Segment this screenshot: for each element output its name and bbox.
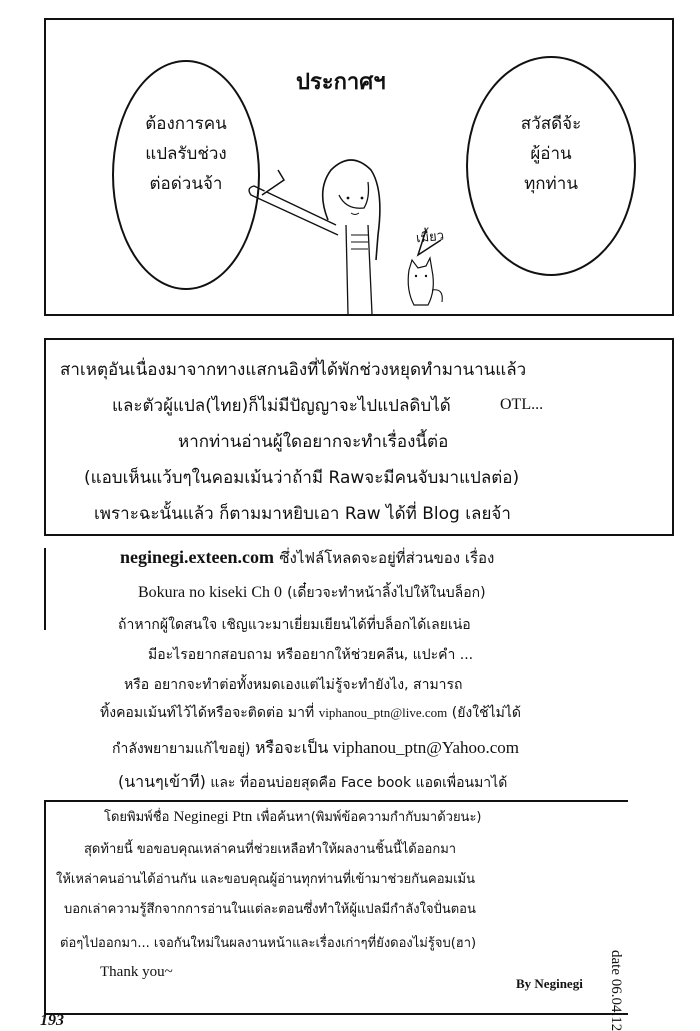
facebook-note: และ ที่ออนบ่อยสุดคือ Face book แอดเพื่อนมาได้ — [210, 775, 508, 791]
notice-line: เพราะฉะนั้นแล้ว ก็ตามมาหยิบเอา Raw ได้ที่ Blog เลยจ้า — [94, 504, 511, 524]
thanks-box-top — [44, 800, 628, 802]
contact-text: ทิ้งคอมเม้นท์ไว้ได้หรือจะติดต่อ มาที่ — [100, 705, 315, 721]
left-bubble-text — [116, 110, 256, 199]
info-line-7 — [112, 736, 519, 761]
thanks-line-1 — [104, 806, 482, 827]
contact-note-2: กำลังพยายามแก้ไขอยู่) — [112, 741, 251, 757]
thanks-line-3: ให้เหล่าคนอ่านได้อ่านกัน และขอบคุณผู้อ่านทุกท่านที่เข้ามาช่วยกันคอมเม้น — [56, 872, 476, 887]
info-line-1 — [120, 546, 494, 570]
info-line-8 — [118, 770, 507, 795]
info-line-4: มีอะไรอยากสอบถาม หรืออยากให้ช่วยคลีน, แปะคำ ... — [148, 647, 474, 663]
page-number: 193 — [40, 1012, 64, 1029]
chapter-name: Bokura no kiseki Ch 0 — [138, 584, 282, 601]
signature: By Neginegi — [516, 976, 583, 991]
left-bubble-line: แปลรับช่วง — [145, 143, 227, 164]
blog-url[interactable]: neginegi.exteen.com — [120, 547, 274, 567]
info-line-5: หรือ อยากจะทำต่อทั้งหมดเองแต่ไม่รู้จะทำยังไง, สามารถ — [124, 677, 463, 693]
cat-drawing — [408, 258, 442, 305]
blog-url-suffix: ซึ่งไฟล์โหลดจะอยู่ที่ส่วนของ เรื่อง — [279, 549, 495, 567]
girl-face — [339, 182, 369, 208]
notice-line: หากท่านอ่านผู้ใดอยากจะทำเรื่องนี้ต่อ — [178, 432, 449, 452]
search-suffix: เพื่อค้นหา(พิมพ์ข้อความกำกับมาด้วยนะ) — [256, 810, 482, 825]
notice-line: OTL... — [500, 396, 544, 413]
left-bubble-line: ต่อด่วนจ้า — [149, 173, 223, 194]
email-yahoo[interactable]: viphanou_ptn@Yahoo.com — [332, 738, 520, 757]
notice-line: สาเหตุอันเนื่องมาจากทางแสกนอิงที่ได้พักช่วงหยุดทำมานานแล้ว — [60, 360, 527, 380]
email-live[interactable]: viphanou_ptn@live.com — [318, 705, 448, 720]
contact-note: (ยังใช้ไม่ได้ — [451, 705, 521, 721]
info-line-3: ถ้าหากผู้ใดสนใจ เชิญแวะมาเยี่ยมเยียนได้ที่บล็อกได้เลยเน่อ — [118, 617, 471, 633]
search-prefix: โดยพิมพ์ชื่อ — [104, 810, 170, 825]
facebook-name: Neginegi Ptn — [173, 809, 253, 825]
date-stamp: date 06.04.12 — [608, 950, 624, 1031]
left-bubble-line: ต้องการคน — [145, 114, 227, 134]
right-bubble-line: ทุกท่าน — [524, 173, 578, 194]
girl-body — [346, 225, 372, 314]
thanks-line-4: บอกเล่าความรู้สึกจากการอ่านในแต่ละตอนซึ่งทำให้ผู้แปลมีกำลังใจปั่นตอน — [64, 902, 476, 917]
notice-line: (แอบเห็นแว้บๆในคอมเม้นว่าถ้ามี Rawจะมีคนจับมาแปลต่อ) — [84, 468, 520, 488]
thanks-line-5: ต่อๆไปออกมา... เจอกันใหม่ในผลงานหน้าและเรื่องเก่าๆที่ยังดองไม่รู้จบ(ฮา) — [60, 936, 477, 951]
info-line-6 — [100, 702, 521, 724]
contact-frequency: (นานๆเข้าที) — [118, 772, 206, 791]
right-bubble-text — [476, 110, 626, 199]
thanks-line-2: สุดท้ายนี้ ขอขอบคุณเหล่าคนที่ช่วยเหลือทำให้ผลงานชิ้นนี้ได้ออกมา — [84, 842, 457, 857]
thanks-box-bottom — [44, 1013, 628, 1015]
info-box-border — [44, 548, 46, 630]
chapter-suffix: (เดี๋ยวจะทำหน้าลิ้งไปให้ในบล็อก) — [287, 585, 486, 601]
right-bubble-line: สวัสดีจ้ะ — [520, 114, 582, 134]
thank-you-text: Thank you~ — [100, 964, 173, 980]
meow-text: เมี้ยว — [415, 228, 445, 247]
comic-panel — [44, 18, 674, 316]
right-bubble-line: ผู้อ่าน — [530, 143, 572, 164]
thanks-box-left — [44, 800, 46, 1015]
girl-hair — [323, 160, 380, 260]
notice-line: และตัวผู้แปล(ไทย)ก็ไม่มีปัญญาจะไปแปลดิบได้ — [112, 396, 451, 416]
announcement-title: ประกาศฯ — [296, 70, 386, 95]
contact-or: หรือจะเป็น — [254, 738, 329, 757]
info-line-2 — [138, 582, 486, 604]
